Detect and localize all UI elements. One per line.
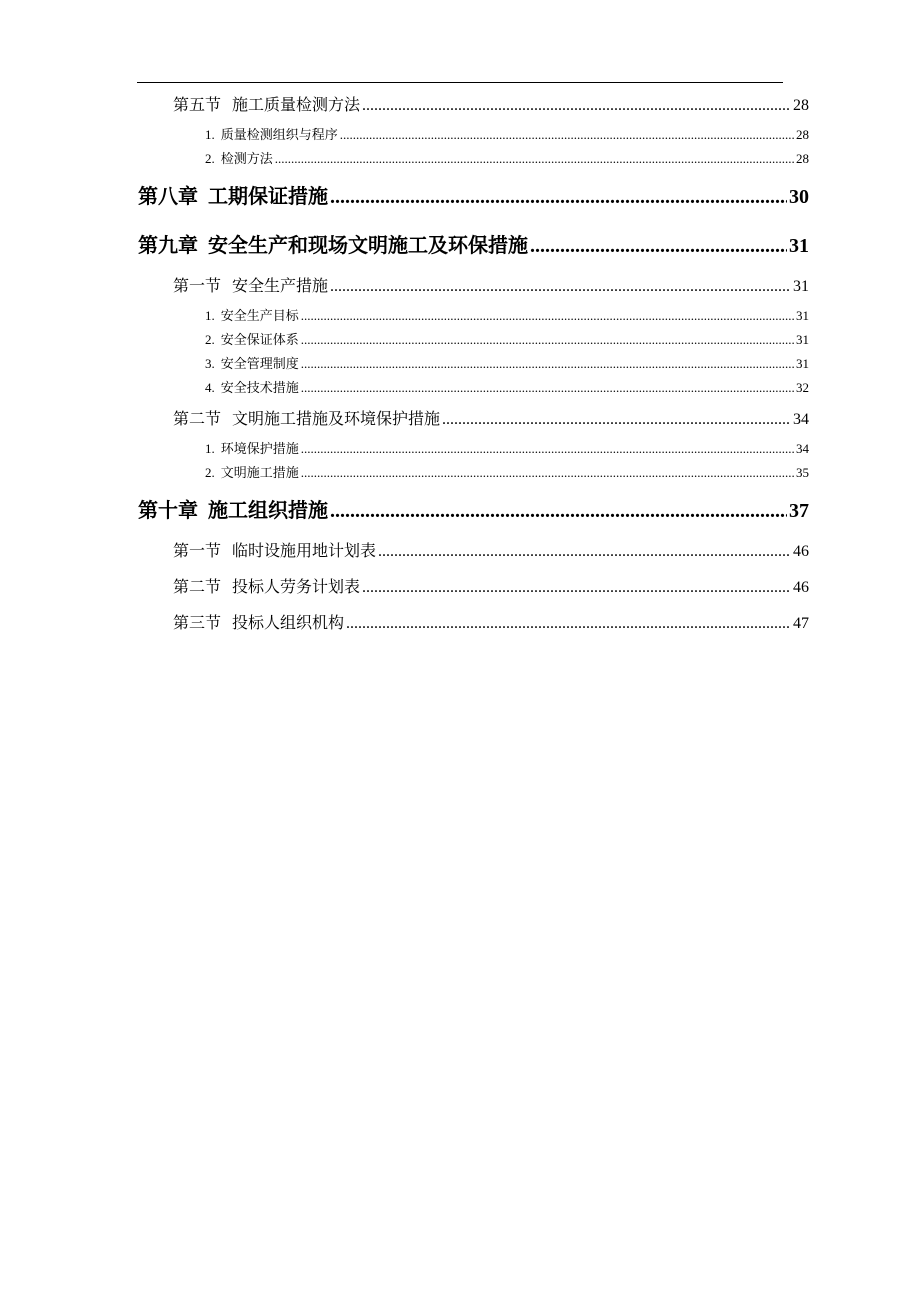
toc-entry-page: 34 xyxy=(796,441,809,456)
toc-entry-title: 安全保证体系 xyxy=(220,332,299,347)
toc-entry-title: 安全生产措施 xyxy=(232,278,329,295)
toc-entry-number: 2. xyxy=(205,151,215,166)
toc-leader-dots xyxy=(301,356,794,372)
toc-entry-number: 第五节 xyxy=(173,97,222,114)
toc-entry-title: 文明施工措施 xyxy=(220,465,299,480)
toc-entry-title: 安全技术措施 xyxy=(220,380,299,395)
toc-entry-title: 环境保护措施 xyxy=(220,441,299,456)
toc-entry[interactable] xyxy=(173,273,809,297)
toc-entry-title: 投标人组织机构 xyxy=(232,615,345,632)
toc-entry[interactable] xyxy=(138,229,809,259)
toc-entry-title: 质量检测组织与程序 xyxy=(220,127,338,142)
toc-entry[interactable] xyxy=(173,406,809,430)
toc-entry[interactable] xyxy=(173,610,809,634)
toc-leader-dots xyxy=(301,332,794,348)
toc-leader-dots xyxy=(301,441,794,457)
toc-leader-dots xyxy=(362,97,791,115)
toc-leader-dots xyxy=(362,579,791,597)
toc-entry[interactable] xyxy=(173,92,809,116)
toc-entry-title: 安全管理制度 xyxy=(220,356,299,371)
toc-entry-number: 第二节 xyxy=(173,579,222,596)
toc-entry[interactable] xyxy=(173,574,809,598)
toc-entry[interactable] xyxy=(205,148,809,168)
toc-entry-page: 35 xyxy=(796,465,809,480)
toc-entry[interactable] xyxy=(173,538,809,562)
toc-entry-page: 46 xyxy=(793,579,809,596)
toc-entry-number: 第九章 xyxy=(138,233,198,257)
toc-entry-page: 37 xyxy=(789,500,809,522)
toc-entry-title: 施工质量检测方法 xyxy=(232,97,361,114)
toc-entry[interactable] xyxy=(138,180,809,210)
toc-entry-page: 30 xyxy=(789,186,809,208)
toc-entry-page: 28 xyxy=(796,151,809,166)
toc-entry-page: 31 xyxy=(796,332,809,347)
toc-entry-page: 32 xyxy=(796,380,809,395)
toc-leader-dots xyxy=(378,543,791,561)
toc-entry-title: 投标人劳务计划表 xyxy=(232,579,361,596)
toc-entry-page: 34 xyxy=(793,411,809,428)
toc-entry-number: 3. xyxy=(205,356,215,371)
toc-entry-number: 1. xyxy=(205,127,215,142)
toc-entry-page: 31 xyxy=(796,356,809,371)
toc-entry-number: 2. xyxy=(205,465,215,480)
toc-entry-page: 31 xyxy=(796,308,809,323)
toc-leader-dots xyxy=(301,380,794,396)
toc-entry-number: 第八章 xyxy=(138,184,198,208)
toc-entry-page: 31 xyxy=(793,278,809,295)
toc-entry-number: 第二节 xyxy=(173,411,222,428)
toc-entry[interactable] xyxy=(205,462,809,482)
toc-entry-title: 检测方法 xyxy=(220,151,273,166)
toc-entry[interactable] xyxy=(205,329,809,349)
toc-entry-number: 1. xyxy=(205,441,215,456)
toc-entry-page: 28 xyxy=(793,97,809,114)
toc-entry-number: 第一节 xyxy=(173,278,222,295)
toc-entry[interactable] xyxy=(138,494,809,524)
toc-entry[interactable] xyxy=(205,377,809,397)
toc-entry-title: 安全生产和现场文明施工及环保措施 xyxy=(208,233,528,257)
toc-entry[interactable] xyxy=(205,305,809,325)
toc-leader-dots xyxy=(330,186,787,209)
toc-leader-dots xyxy=(530,235,787,258)
toc-entry[interactable] xyxy=(205,438,809,458)
toc-leader-dots xyxy=(301,465,794,481)
toc-leader-dots xyxy=(442,411,791,429)
toc-entry-number: 1. xyxy=(205,308,215,323)
toc-entry-page: 47 xyxy=(793,615,809,632)
toc-leader-dots xyxy=(301,308,794,324)
toc-leader-dots xyxy=(330,278,791,296)
toc-entry[interactable] xyxy=(205,124,809,144)
toc-entry[interactable] xyxy=(205,353,809,373)
toc-entry-number: 第三节 xyxy=(173,615,222,632)
toc-entry-number: 4. xyxy=(205,380,215,395)
toc-leader-dots xyxy=(346,615,791,633)
toc-entry-number: 第十章 xyxy=(138,498,198,522)
toc-entry-number: 2. xyxy=(205,332,215,347)
toc-entry-title: 临时设施用地计划表 xyxy=(232,543,377,560)
toc-entry-page: 46 xyxy=(793,543,809,560)
toc-entry-page: 28 xyxy=(796,127,809,142)
toc-entry-title: 工期保证措施 xyxy=(208,184,328,208)
toc-entry-number: 第一节 xyxy=(173,543,222,560)
toc-entry-title: 施工组织措施 xyxy=(208,498,328,522)
toc-entry-title: 文明施工措施及环境保护措施 xyxy=(232,411,441,428)
toc-leader-dots xyxy=(275,151,794,167)
toc-leader-dots xyxy=(330,500,787,523)
toc-entry-title: 安全生产目标 xyxy=(220,308,299,323)
toc-leader-dots xyxy=(340,127,794,143)
toc-entry-page: 31 xyxy=(789,235,809,257)
